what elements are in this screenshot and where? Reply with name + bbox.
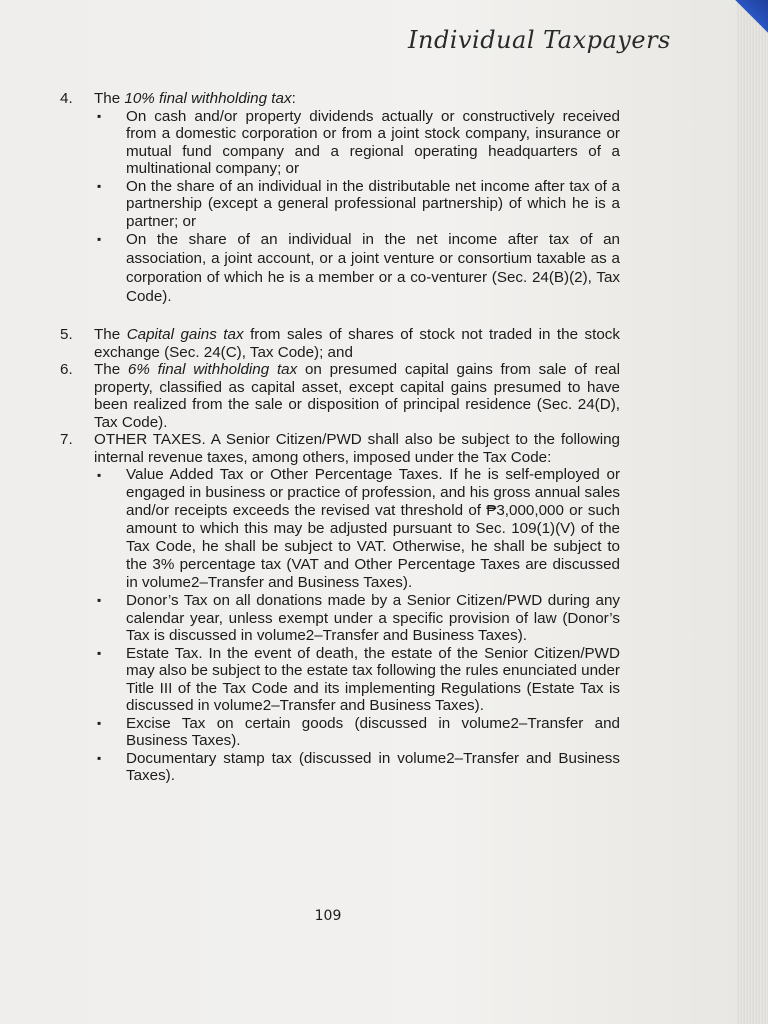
item-text: The	[94, 326, 127, 343]
list-item-4	[60, 90, 620, 306]
page-edge-stack	[736, 0, 768, 1024]
book-cover-corner	[732, 0, 768, 36]
bullet-item: ▪ Excise Tax on certain goods (discussed in volume2–Transfer and Business Taxes).	[94, 715, 620, 750]
item-emphasis: 10% final withholding tax	[124, 90, 292, 107]
item-emphasis: Capital gains tax	[126, 326, 244, 343]
bullet-item: ▪ On the share of an individual in the distributable net income after tax of a partnership (except a general professional partnership) of which he is a partner; or	[94, 178, 620, 231]
page-body	[60, 90, 620, 785]
bullet-item: ▪ Value Added Tax or Other Percentage Taxes. If he is self-employed or engaged in business or practice of profession, and his gross annual sales and/or receipts exceeds the revised vat threshold of ₱3,000,000 or such amount to which this may be adjusted pursuant to Sec. 109(1)(V) of the Tax Code, he shall be subject to VAT. Otherwise, he shall be subject to the 3% percentage tax (VAT and Other Percentage Taxes are discussed in volume2–Transfer and Business Taxes).	[94, 466, 620, 592]
bullet-list	[94, 108, 620, 307]
item-paragraph	[94, 326, 620, 361]
item-paragraph	[94, 431, 620, 466]
item-text: OTHER TAXES. A Senior Citizen/PWD shall also be subject to the following internal revenue taxes, among others, imposed under the Tax Code:	[94, 431, 620, 466]
list-item-5	[60, 326, 620, 361]
bullet-item: ▪ Donor’s Tax on all donations made by a Senior Citizen/PWD during any calendar year, unless exempt under a specific provision of law (Donor’s Tax is discussed in volume2–Transfer and Business Taxes).	[94, 592, 620, 645]
item-text-tail: :	[291, 90, 296, 107]
item-paragraph	[94, 361, 620, 431]
item-heading	[94, 90, 620, 108]
item-text: The	[94, 361, 128, 378]
bullet-item: ▪ Documentary stamp tax (discussed in volume2–Transfer and Business Taxes).	[94, 750, 620, 785]
item-text-tail: on presumed capital gains from sale of real property, classified as capital asset, except capital gains presumed to have been realized from the sale or disposition of principal residence (Sec. 24(D), Tax Code).	[94, 361, 621, 431]
item-number: 4.	[60, 90, 73, 107]
item-number: 6.	[60, 361, 73, 378]
page-number: 109	[314, 908, 342, 924]
item-text-tail: from sales of shares of stock not traded in the stock exchange (Sec. 24(C), Tax Code); and	[94, 326, 620, 361]
list-item-7	[60, 431, 620, 785]
running-head: Individual Taxpayers	[408, 26, 671, 54]
item-number: 7.	[60, 431, 73, 448]
bullet-item: ▪ On cash and/or property dividends actually or constructively received from a domestic corporation or from a joint stock company, insurance or mutual fund company and a regional operating headquarters of a multinational company; or	[94, 108, 620, 178]
bullet-item: ▪ On the share of an individual in the net income after tax of an association, a joint account, or a joint venture or consortium taxable as a corporation of which he is a member or a co-venturer (Sec. 24(B)(2), Tax Code).	[94, 230, 620, 306]
item-number: 5.	[60, 326, 73, 343]
item-emphasis: 6% final withholding tax	[127, 361, 298, 378]
bullet-item: ▪ Estate Tax. In the event of death, the estate of the Senior Citizen/PWD may also be subject to the estate tax following the rules enunciated under Title III of the Tax Code and its implementing Regulations (Estate Tax is discussed in volume2–Transfer and Business Taxes).	[94, 645, 620, 715]
list-item-6	[60, 361, 620, 431]
item-text: The	[94, 90, 125, 107]
bullet-list	[94, 466, 620, 785]
